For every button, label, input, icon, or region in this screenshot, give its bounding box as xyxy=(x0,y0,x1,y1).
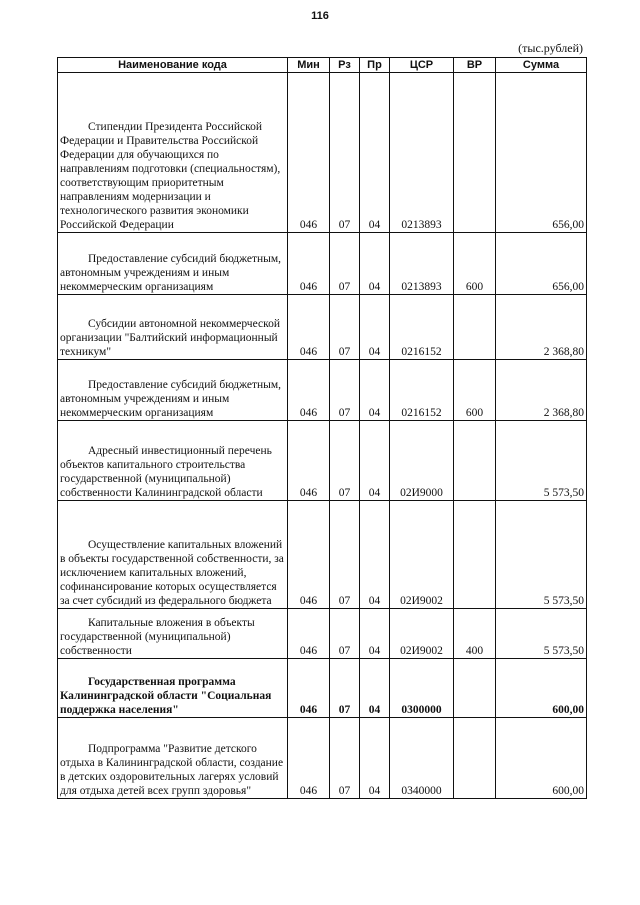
row-csr: 0213893 xyxy=(390,233,454,295)
row-min: 046 xyxy=(288,609,330,659)
row-min: 046 xyxy=(288,73,330,233)
row-min: 046 xyxy=(288,295,330,360)
row-csr: 0213893 xyxy=(390,73,454,233)
row-pr: 04 xyxy=(360,609,390,659)
table-row xyxy=(58,501,587,609)
row-csr: 0340000 xyxy=(390,718,454,799)
row-min: 046 xyxy=(288,718,330,799)
row-name: Подпрограмма "Развитие детского отдыха в Калининградской области, создание в детских оздоровительных лагерях условий для отдыха детей всех групп здоровья" xyxy=(58,718,288,799)
row-vr xyxy=(454,659,496,718)
row-rz: 07 xyxy=(330,295,360,360)
row-vr xyxy=(454,421,496,501)
row-pr: 04 xyxy=(360,718,390,799)
row-csr: 02И9000 xyxy=(390,421,454,501)
row-vr: 600 xyxy=(454,360,496,421)
row-name: Осуществление капитальных вложений в объекты государственной собственности, за исключением капитальных вложений, софинансирование которых осуществляется за счет субсидий из федерального бюджета xyxy=(58,501,288,609)
row-min: 046 xyxy=(288,501,330,609)
page-number: 116 xyxy=(311,10,329,22)
row-name: Стипендии Президента Российской Федерации и Правительства Российской Федерации для обучающихся по направлениям подготовки (специальностям), соответствующим приоритетным направлениям модернизации и технологического развития экономики Российской Федерации xyxy=(58,73,288,233)
row-vr: 600 xyxy=(454,233,496,295)
row-pr: 04 xyxy=(360,421,390,501)
row-vr xyxy=(454,501,496,609)
row-sum: 5 573,50 xyxy=(496,421,587,501)
table-header-row xyxy=(58,58,587,73)
row-csr: 02И9002 xyxy=(390,609,454,659)
row-min: 046 xyxy=(288,421,330,501)
budget-table xyxy=(57,57,587,799)
table-body xyxy=(58,73,587,799)
row-rz: 07 xyxy=(330,421,360,501)
table-row xyxy=(58,73,587,233)
table-row xyxy=(58,718,587,799)
row-vr xyxy=(454,295,496,360)
row-pr: 04 xyxy=(360,295,390,360)
row-sum: 5 573,50 xyxy=(496,609,587,659)
row-sum: 600,00 xyxy=(496,718,587,799)
table-row xyxy=(58,609,587,659)
row-name: Государственная программа Калининградской области "Социальная поддержка населения" xyxy=(58,659,288,718)
row-min: 046 xyxy=(288,360,330,421)
row-min: 046 xyxy=(288,659,330,718)
row-csr: 0216152 xyxy=(390,360,454,421)
row-rz: 07 xyxy=(330,501,360,609)
row-vr xyxy=(454,73,496,233)
row-pr: 04 xyxy=(360,360,390,421)
row-sum: 600,00 xyxy=(496,659,587,718)
row-name: Адресный инвестиционный перечень объектов капитального строительства государственной (муниципальной) собственности Калининградской области xyxy=(58,421,288,501)
row-sum: 656,00 xyxy=(496,233,587,295)
row-pr: 04 xyxy=(360,659,390,718)
header-sum: Сумма xyxy=(496,58,587,73)
row-name: Предоставление субсидий бюджетным, автономным учреждениям и иным некоммерческим организациям xyxy=(58,233,288,295)
row-csr: 02И9002 xyxy=(390,501,454,609)
table-row xyxy=(58,360,587,421)
row-sum: 656,00 xyxy=(496,73,587,233)
row-pr: 04 xyxy=(360,501,390,609)
row-rz: 07 xyxy=(330,659,360,718)
units-label: (тыс.рублей) xyxy=(518,41,583,55)
row-pr: 04 xyxy=(360,73,390,233)
row-csr: 0216152 xyxy=(390,295,454,360)
header-pr: Пр xyxy=(360,58,390,73)
row-rz: 07 xyxy=(330,609,360,659)
row-rz: 07 xyxy=(330,73,360,233)
row-name: Предоставление субсидий бюджетным, автономным учреждениям и иным некоммерческим организациям xyxy=(58,360,288,421)
header-rz: Рз xyxy=(330,58,360,73)
row-name: Субсидии автономной некоммерческой организации "Балтийский информационный техникум" xyxy=(58,295,288,360)
table-row xyxy=(58,295,587,360)
table-row xyxy=(58,659,587,718)
row-sum: 2 368,80 xyxy=(496,360,587,421)
header-vr: ВР xyxy=(454,58,496,73)
row-sum: 2 368,80 xyxy=(496,295,587,360)
row-pr: 04 xyxy=(360,233,390,295)
row-rz: 07 xyxy=(330,233,360,295)
row-vr xyxy=(454,718,496,799)
row-sum: 5 573,50 xyxy=(496,501,587,609)
row-vr: 400 xyxy=(454,609,496,659)
row-name: Капитальные вложения в объекты государственной (муниципальной) собственности xyxy=(58,609,288,659)
row-min: 046 xyxy=(288,233,330,295)
table-row xyxy=(58,421,587,501)
row-rz: 07 xyxy=(330,360,360,421)
table-row xyxy=(58,233,587,295)
header-min: Мин xyxy=(288,58,330,73)
header-csr: ЦСР xyxy=(390,58,454,73)
row-rz: 07 xyxy=(330,718,360,799)
row-csr: 0300000 xyxy=(390,659,454,718)
header-name: Наименование кода xyxy=(58,58,288,73)
